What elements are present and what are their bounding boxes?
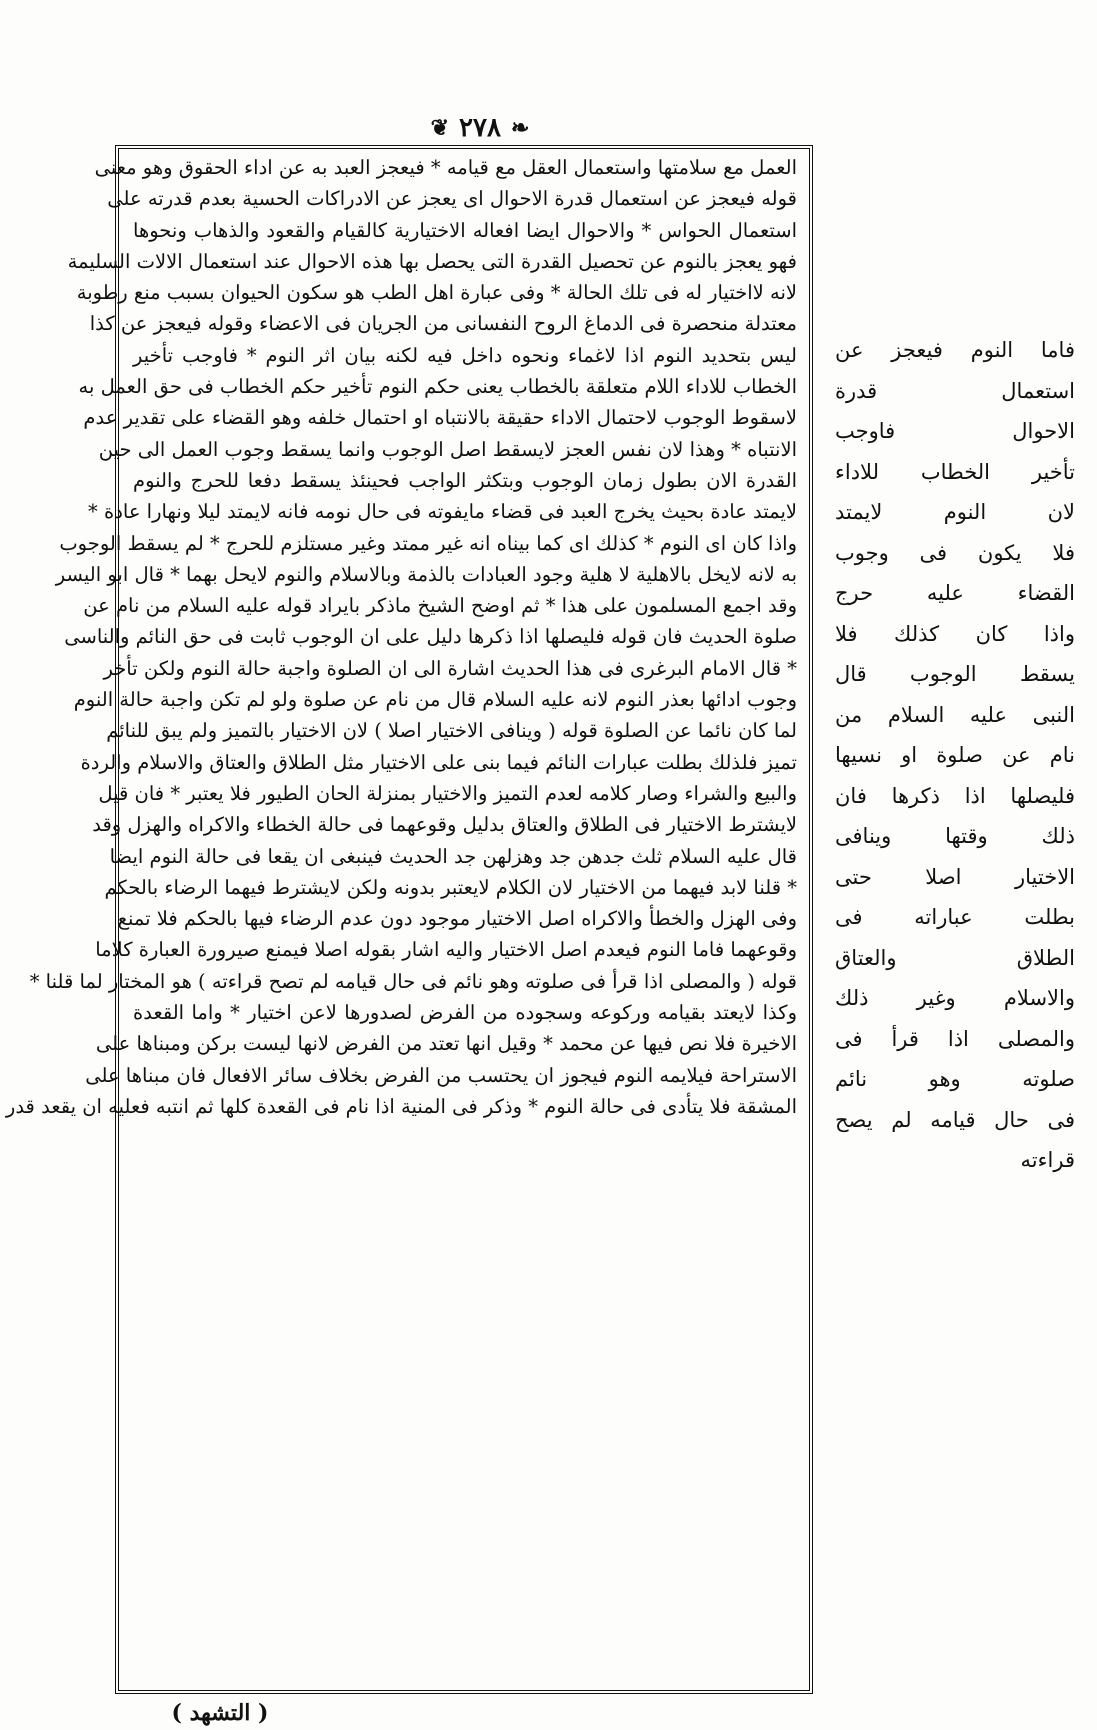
ornament-icon: ❦ <box>430 115 450 141</box>
text-line: لايشترط الاختيار فى الطلاق والعتاق بدليل وقوعهما فى حالة الخطاء والاكراه والهزل وقد <box>92 813 797 837</box>
catchword: ( التشهد ) <box>171 1700 269 1726</box>
margin-note-line: نام عن صلوة او نسيها <box>835 743 1075 767</box>
margin-note-line: ذلك وقتها وينافى <box>835 824 1075 848</box>
text-line: قال عليه السلام ثلث جدهن جد وهزلهن جد الحديث فينبغى ان يقعا فى حالة النوم ايضا <box>109 844 797 868</box>
margin-note-line: لان النوم لايمتد <box>835 500 1075 524</box>
text-line: وفى الهزل والخطأ والاكراه اصل الاختيار موجود دون عدم الرضاء فيها بالحكم فلا تمنع <box>117 907 797 931</box>
text-line: المشقة فلا يتأدى فى حالة النوم * وذكر فى المنية اذا نام فى القعدة كلها ثم انتبه فعليه ان يقعد قدر <box>5 1094 797 1118</box>
text-line: * قلنا لابد فيهما من الاختيار لان الكلام لايعتبر بدونه ولكن لايشترط فيهما الرضاء بالحكم <box>104 875 797 899</box>
margin-note-line: واذا كان كذلك فلا <box>835 621 1075 646</box>
ornament-icon: ❧ <box>510 115 530 141</box>
margin-note-line: قراءته <box>1020 1148 1075 1172</box>
text-line: العمل مع سلامتها واستعمال العقل مع قيامه * فيعجز العبد به عن اداء الحقوق وهو معنى <box>94 156 797 179</box>
text-line: الخطاب للاداء اللام متعلقة بالخطاب يعنى حكم النوم تأخير حكم الخطاب فى حق العمل به <box>78 375 797 399</box>
margin-note-line: تأخير الخطاب للاداء <box>835 459 1075 484</box>
text-line: وجوب ادائها بعذر النوم لانه عليه السلام قال من نام عن صلوة ولو لم تكن واجبة حالة النوم <box>73 688 797 712</box>
text-line: الاخيرة فلا نص فيها عن محمد * وقيل انها تعتد من الفرض لانها ليست بركن ومبناها على <box>95 1032 797 1056</box>
text-line: لما كان نائما عن الصلوة قوله ( وينافى الاختيار اصلا ) لان الاختيار بالتميز ولم يبق للنائم <box>106 719 797 743</box>
text-line: قوله ( والمصلى اذا قرأ فى صلوته وهو نائم فى حال قيامه لم تصح قراءته ) هو المختار لما قلنا * <box>29 969 797 993</box>
margin-note-line: النبى عليه السلام من <box>835 702 1075 727</box>
text-line: وقد اجمع المسلمون على هذا * ثم اوضح الشيخ ماذكر بايراد قوله عليه السلام من نام عن <box>83 594 797 618</box>
margin-note-line: بطلت عباراته فى <box>835 905 1075 929</box>
text-line: لانه لااختيار له فى تلك الحالة * وفى عبارة اهل الطب هو سكون الحيوان بسبب منع رطوبة <box>76 281 797 305</box>
text-line: الانتباه * وهذا لان نفس العجز لايسقط اصل الوجوب وانما يسقط وجوب العمل الى حين <box>98 437 797 461</box>
text-line: والبيع والشراء وصار كلامه لعدم التميز والاختيار بمنزلة الحان الطيور فلا يعتبر * فان قيل <box>98 781 797 805</box>
margin-note-line: والاسلام وغير ذلك <box>835 986 1075 1010</box>
text-line: فهو يعجز بالنوم عن تحصيل القدرة التى يحصل بها هذه الاحوال عند استعمال الالات السليمة <box>67 249 797 273</box>
margin-note-line: فليصلها اذا ذكرها فان <box>835 783 1075 808</box>
margin-note-line: الاختيار اصلا حتى <box>835 864 1075 889</box>
margin-note-line: القضاء عليه حرج <box>835 581 1075 605</box>
margin-note-line: استعمال قدرة <box>835 378 1075 403</box>
text-line: القدرة الان بطول زمان الوجوب وبتكثر الواجب فحينئذ يسقط دفعا للحرج والنوم <box>133 468 797 492</box>
text-line: الاستراحة فيلايمه النوم فيجوز ان يحتسب من الفرض بخلاف سائر الافعال فان مبناها على <box>85 1063 797 1087</box>
text-line: وقوعهما فاما النوم فيعدم اصل الاختيار واليه اشار بقوله اصلا فيمنع صيرورة العبارة كلاما <box>95 938 797 962</box>
margin-note-line: والمصلى اذا قرأ فى <box>835 1026 1075 1051</box>
margin-note-line: يسقط الوجوب قال <box>835 662 1075 686</box>
text-line: وكذا لايعتد بقيامه وركوعه وسجوده من الفرض لصدورها لاعن اختيار * واما القعدة <box>133 1001 797 1025</box>
text-line: به لانه لايخل بالاهلية لا هلية وجود العبادات بالذمة وبالاسلام والنوم لايحل بهما * قال ابو اليسر <box>55 562 797 586</box>
text-line: لايمتد عادة بحيث يخرج العبد فى قضاء مايفوته فى حال نومه فانه لايمتد ليلا ونهارا عادة * <box>88 500 797 524</box>
text-line: واذا كان اى النوم * كذلك اى كما بيناه انه غير ممتد وغير مستلزم للحرج * لم يسقط الوجوب <box>59 531 797 555</box>
text-line: معتدلة منحصرة فى الدماغ الروح النفسانى من الجريان فى الاعضاء وقوله فيعجز عن كذا <box>89 312 797 336</box>
text-line: استعمال الحواس * والاحوال ايضا افعاله الاختيارية كالقيام والقعود والذهاب ونحوها <box>133 218 797 242</box>
margin-note-line: فى حال قيامه لم يصح <box>835 1107 1075 1132</box>
text-line: صلوة الحديث فان قوله فليصلها اذا ذكرها دليل على ان الوجوب ثابت فى حق النائم والناسى <box>64 625 797 649</box>
text-line: تميز فلذلك بطلت عبارات النائم فيما بنى على الاختيار مثل الطلاق والعتاق والاسلام والردة <box>80 750 797 774</box>
margin-note <box>835 330 1075 1181</box>
main-text <box>5 152 797 1682</box>
margin-note-line: صلوته وهو نائم <box>835 1067 1075 1091</box>
margin-note-line: الاحوال فاوجب <box>835 419 1075 443</box>
text-line: لاسقوط الوجوب لاحتمال الاداء حقيقة بالانتباه او احتمال خلفه وهو القضاء على تقدير عدم <box>83 406 797 430</box>
text-line: ليس بتحديد النوم اذا لاغماء ونحوه داخل فيه لكنه بيان اثر النوم * فاوجب تأخير <box>133 343 797 367</box>
margin-note-line: فلا يكون فى وجوب <box>835 540 1075 565</box>
margin-note-line: الطلاق والعتاق <box>835 945 1075 970</box>
text-line: قوله فيعجز عن استعمال قدرة الاحوال اى يعجز عن الادراكات الحسية بعدم قدرته على <box>107 187 797 211</box>
page-number-header <box>410 110 550 146</box>
text-line: * قال الامام البرغرى فى هذا الحديث اشارة الى ان الصلوة واجبة حالة النوم ولكن تأخر <box>103 656 797 680</box>
margin-note-line: فاما النوم فيعجز عن <box>835 338 1075 362</box>
page-number: ٢٧٨ <box>459 113 501 143</box>
